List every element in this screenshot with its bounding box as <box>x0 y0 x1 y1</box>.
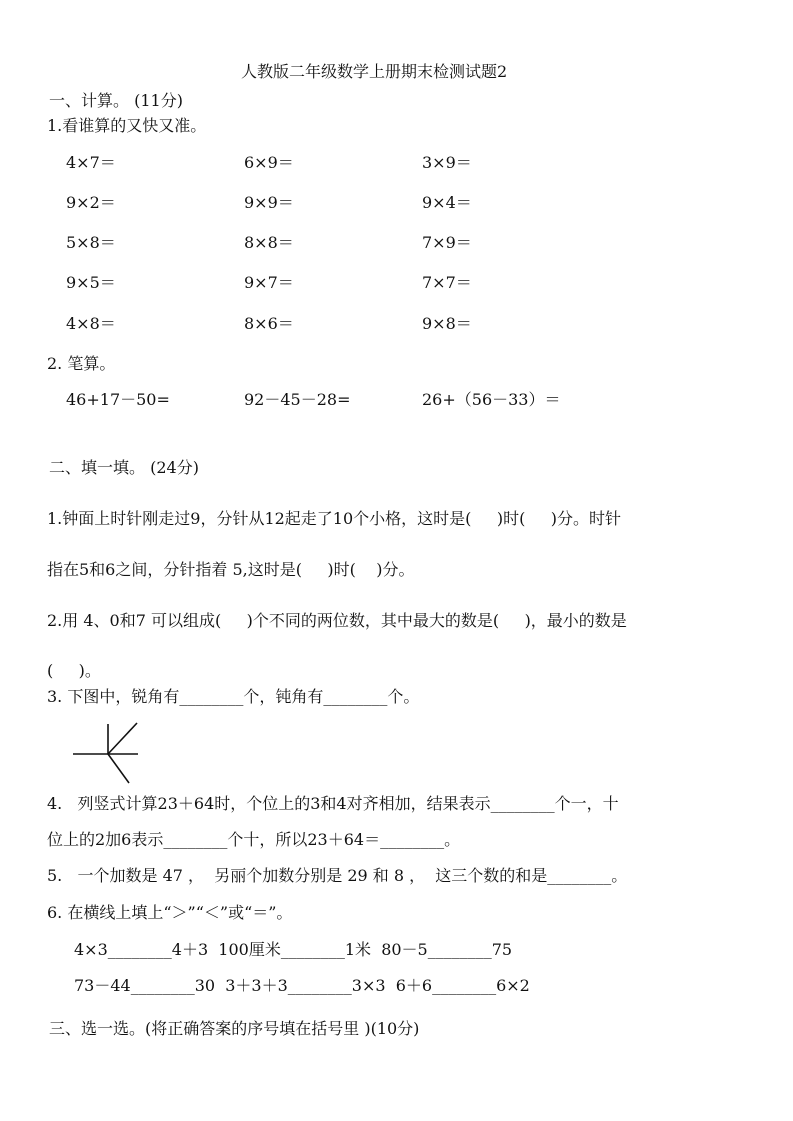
calc-item: 6×9＝ <box>244 153 294 172</box>
calc-item: 4×7＝ <box>66 153 116 172</box>
section-1-heading: 一、计算。 (11分) <box>49 91 183 110</box>
question-2-5: 5. 一个加数是 47 ， 另丽个加数分别是 29 和 8 ， 这三个数的和是________。 <box>47 866 628 885</box>
question-2-3: 3. 下图中，锐角有________个，钝角有________个。 <box>47 687 420 706</box>
compare-row-1: 4×3________4＋3 100厘米________1米 80－5________75 <box>74 940 513 959</box>
question-1-2: 2. 笔算。 <box>47 354 116 373</box>
calc-item: 9×8＝ <box>422 314 472 333</box>
calc-item: 5×8＝ <box>66 233 116 252</box>
calc-item: 9×2＝ <box>66 193 116 212</box>
calc-item: 9×7＝ <box>244 273 294 292</box>
compare-row-2: 73－44________30 3＋3＋3________3×3 6＋6________6×2 <box>74 976 530 995</box>
calc-item: 9×4＝ <box>422 193 472 212</box>
angle-figure <box>70 718 150 788</box>
question-2-6: 6. 在横线上填上“＞”“＜”或“＝”。 <box>47 903 293 922</box>
question-2-1-line2: 指在5和6之间，分针指着 5,这时是( )时( )分。 <box>47 560 415 579</box>
section-2-heading: 二、填一填。 (24分) <box>49 458 199 477</box>
calc-item: 7×7＝ <box>422 273 472 292</box>
calc-item: 9×5＝ <box>66 273 116 292</box>
section-3-heading: 三、选一选。(将正确答案的序号填在括号里 )(10分) <box>49 1019 420 1038</box>
question-1-1: 1.看谁算的又快又准。 <box>47 116 207 135</box>
question-2-4-line2: 位上的2加6表示________个十，所以23＋64＝________。 <box>47 830 461 849</box>
question-2-2-line1: 2.用 4、0和7 可以组成( )个不同的两位数，其中最大的数是( )，最小的数是 <box>47 611 627 630</box>
written-calc-item: 26+（56－33）＝ <box>422 390 561 409</box>
calc-item: 8×8＝ <box>244 233 294 252</box>
question-2-4-line1: 4. 列竖式计算23＋64时，个位上的3和4对齐相加，结果表示________个一，十 <box>47 794 619 813</box>
calc-item: 3×9＝ <box>422 153 472 172</box>
page-title: 人教版二年级数学上册期末检测试题2 <box>241 62 508 81</box>
written-calc-item: 92－45－28= <box>244 390 351 409</box>
question-2-2-line2: ( )。 <box>47 661 101 680</box>
calc-item: 7×9＝ <box>422 233 472 252</box>
calc-item: 9×9＝ <box>244 193 294 212</box>
question-2-1-line1: 1.钟面上时针刚走过9，分针从12起走了10个小格，这时是( )时( )分。时针 <box>47 509 621 528</box>
written-calc-item: 46+17－50= <box>66 390 170 409</box>
calc-item: 4×8＝ <box>66 314 116 333</box>
calc-item: 8×6＝ <box>244 314 294 333</box>
